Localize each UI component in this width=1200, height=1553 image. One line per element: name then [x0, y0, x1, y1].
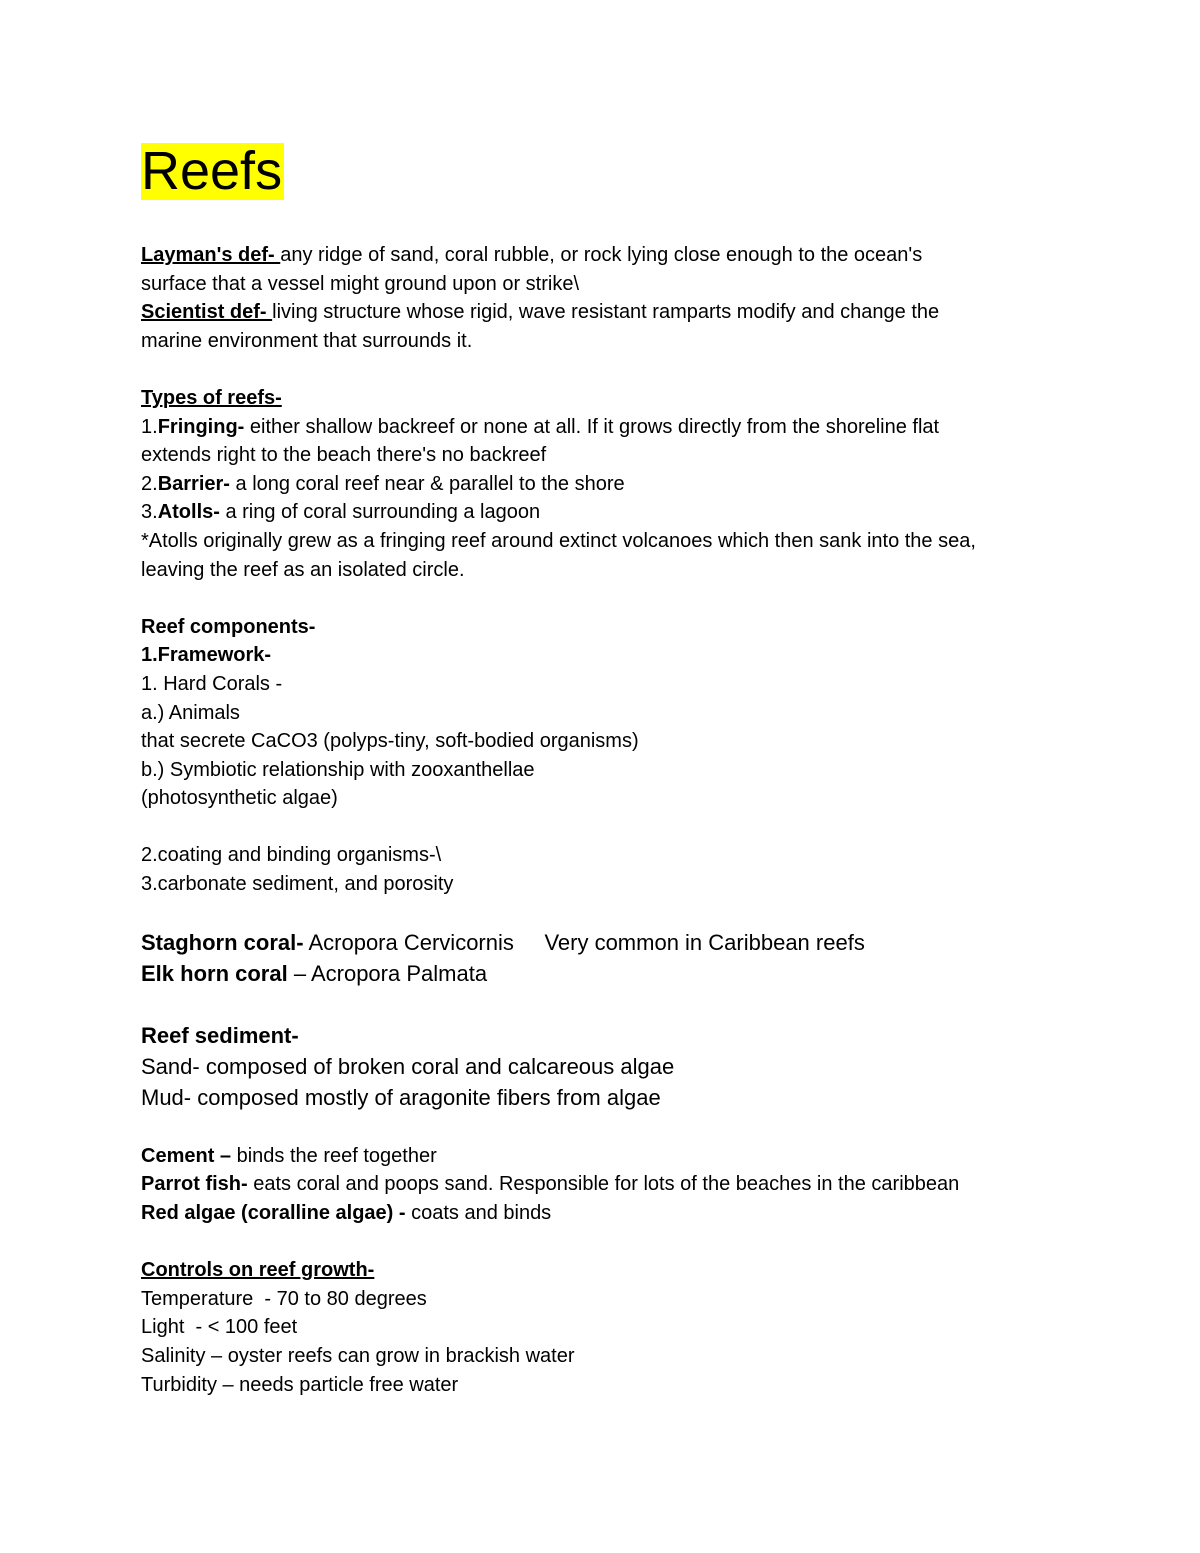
- carbonate-line: 3.carbonate sediment, and porosity: [141, 873, 454, 896]
- scientist-def-line: [141, 298, 1081, 327]
- type-fringing-number: 1.: [141, 415, 158, 438]
- parrotfish-text: eats coral and poops sand. Responsible for lots of the beaches in the caribbean: [247, 1173, 960, 1196]
- type-atolls-number: 3.: [141, 501, 158, 524]
- turbidity-line: Turbidity – needs particle free water: [141, 1373, 459, 1396]
- spacer: [141, 813, 1081, 842]
- atolls-note-cont: leaving the reef as an isolated circle.: [141, 558, 465, 581]
- elkhorn-label: Elk horn coral: [141, 961, 288, 987]
- spacer: [141, 584, 1081, 613]
- elkhorn-line: [141, 958, 1081, 989]
- type-fringing-label: Fringing-: [157, 415, 245, 438]
- type-fringing-text-cont: extends right to the beach there's no backreef: [141, 444, 547, 467]
- staghorn-label: Staghorn coral-: [141, 930, 304, 956]
- type-fringing-text: either shallow backreef or none at all. If it grows directly from the shoreline flat: [244, 415, 940, 438]
- spacer: [141, 989, 1081, 1020]
- coating-line: 2.coating and binding organisms-\: [141, 844, 442, 867]
- scientist-def-text-cont: marine environment that surrounds it.: [141, 329, 473, 352]
- symbiotic-line: b.) Symbiotic relationship with zooxanthellae: [141, 758, 535, 781]
- atolls-note: *Atolls originally grew as a fringing reef around extinct volcanoes which then sank into the sea,: [141, 529, 976, 552]
- type-barrier: [141, 470, 1081, 499]
- temperature-line: Temperature - 70 to 80 degrees: [141, 1287, 427, 1310]
- light-line: Light - < 100 feet: [141, 1316, 298, 1339]
- controls-heading: [141, 1256, 1081, 1285]
- layman-def-line: [141, 241, 1081, 270]
- page-title: Reefs: [141, 141, 283, 201]
- scientist-def-text: living structure whose rigid, wave resistant ramparts modify and change the: [272, 301, 940, 324]
- type-barrier-label: Barrier-: [157, 472, 230, 495]
- scientist-def-label: Scientist def-: [141, 301, 273, 324]
- types-heading: [141, 384, 1081, 413]
- spacer: [141, 1113, 1081, 1142]
- layman-def-text: any ridge of sand, coral rubble, or rock lying close enough to the ocean's: [280, 244, 923, 266]
- type-barrier-text: a long coral reef near & parallel to the shore: [229, 472, 625, 495]
- cement-text: binds the reef together: [231, 1144, 437, 1167]
- cement-line: [141, 1142, 1081, 1171]
- spacer: [141, 1228, 1081, 1257]
- red-algae-text: coats and binds: [405, 1202, 552, 1225]
- components-heading: [141, 613, 1081, 642]
- elkhorn-text: – Acropora Palmata: [287, 961, 488, 987]
- controls-heading-text: Controls on reef growth-: [141, 1259, 375, 1282]
- spacer: [141, 899, 1081, 928]
- components-heading-text: Reef components-: [141, 615, 316, 638]
- framework-heading-text: 1.Framework-: [141, 644, 272, 667]
- parrotfish-label: Parrot fish-: [141, 1173, 248, 1196]
- type-atolls-label: Atolls-: [157, 501, 220, 524]
- layman-def-label: Layman's def-: [141, 244, 281, 266]
- type-barrier-number: 2.: [141, 472, 158, 495]
- layman-def-text-cont: surface that a vessel might ground upon or strike\: [141, 272, 580, 295]
- sediment-heading: [141, 1020, 1081, 1051]
- type-fringing: [141, 413, 1081, 442]
- spacer: [141, 355, 1081, 384]
- framework-heading: [141, 641, 1081, 670]
- red-algae-line: [141, 1199, 1081, 1228]
- red-algae-label: Red algae (coralline algae) -: [141, 1202, 406, 1225]
- hard-corals-line: 1. Hard Corals -: [141, 672, 283, 695]
- salinity-line: Salinity – oyster reefs can grow in brackish water: [141, 1345, 575, 1367]
- photosynthetic-line: (photosynthetic algae): [141, 787, 338, 810]
- document-body: [141, 241, 1081, 1399]
- parrotfish-line: [141, 1170, 1081, 1199]
- staghorn-text: Acropora Cervicornis Very common in Caribbean reefs: [303, 930, 865, 956]
- type-atolls: [141, 498, 1081, 527]
- animals-line: a.) Animals: [141, 701, 240, 724]
- staghorn-line: [141, 927, 1081, 958]
- secrete-line: that secrete CaCO3 (polyps-tiny, soft-bodied organisms): [141, 730, 639, 753]
- sand-line: Sand- composed of broken coral and calcareous algae: [141, 1054, 675, 1080]
- sediment-heading-text: Reef sediment-: [141, 1023, 299, 1049]
- type-atolls-text: a ring of coral surrounding a lagoon: [219, 501, 541, 524]
- types-heading-text: Types of reefs-: [141, 386, 282, 409]
- mud-line: Mud- composed mostly of aragonite fibers from algae: [141, 1085, 661, 1111]
- cement-label: Cement –: [141, 1144, 232, 1167]
